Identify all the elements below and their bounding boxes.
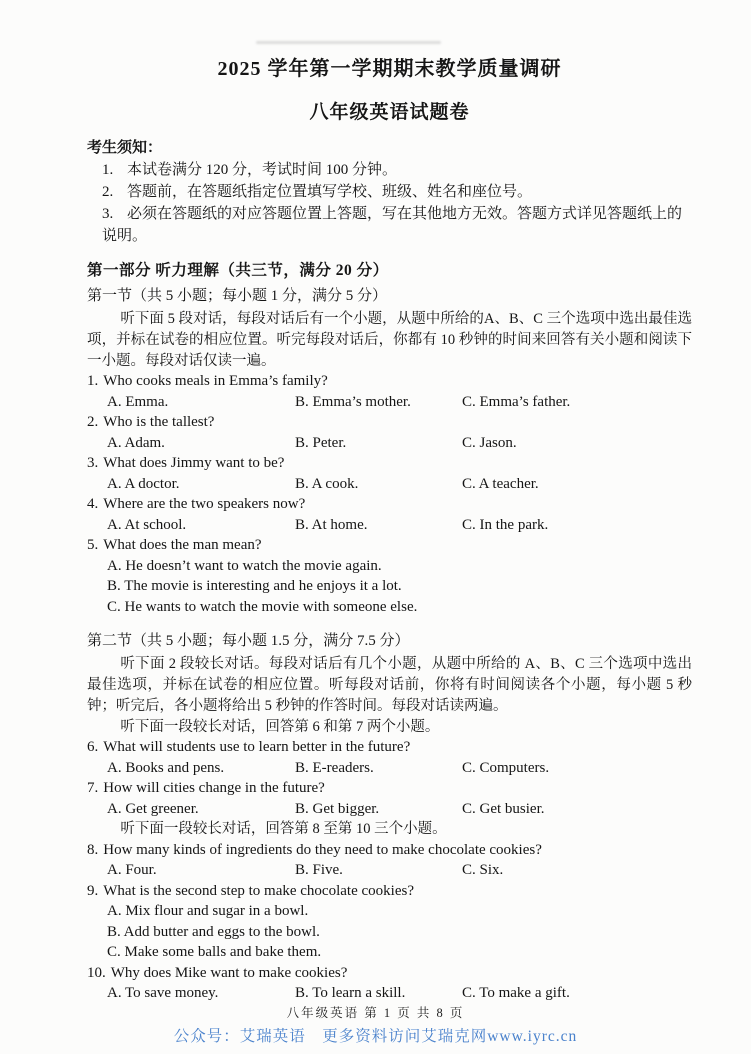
question-number: 2. xyxy=(87,414,99,431)
question-text-line xyxy=(87,881,692,902)
options-row xyxy=(87,983,692,1004)
options-stack xyxy=(87,901,692,963)
question-number: 6. xyxy=(87,739,99,756)
option-a: A. Books and pens. xyxy=(107,759,225,776)
question-text: What will students use to learn better in the future? xyxy=(103,739,411,756)
question-item xyxy=(87,535,692,617)
option-c: C. Six. xyxy=(462,862,504,879)
question-text: Where are the two speakers now? xyxy=(103,496,306,513)
question-number: 9. xyxy=(87,882,99,899)
options-row xyxy=(87,515,692,536)
dialog-note: 听下面一段较长对话，回答第 6 和第 7 两个小题。 xyxy=(120,718,440,735)
question-text-line xyxy=(87,371,692,392)
question-text-line xyxy=(87,737,692,758)
notice-item-text: 答题前，在答题纸指定位置填写学校、班级、姓名和座位号。 xyxy=(127,184,533,200)
options-row xyxy=(87,799,692,820)
question-item xyxy=(87,778,692,819)
option-b: B. The movie is interesting and he enjoys it a lot. xyxy=(107,578,402,595)
option-a: A. Emma. xyxy=(107,393,169,410)
question-item xyxy=(87,840,692,881)
dialog-note: 听下面一段较长对话，回答第 8 至第 10 三个小题。 xyxy=(120,821,447,838)
question-item xyxy=(87,412,692,453)
option-b: B. A cook. xyxy=(295,475,359,492)
question-item xyxy=(87,963,692,1004)
option-b: B. Five. xyxy=(295,862,343,879)
part1-heading: 第一部分 听力理解（共三节，满分 20 分） xyxy=(87,262,389,279)
section-heading: 第一节（共 5 小题；每小题 1 分，满分 5 分） xyxy=(87,288,388,304)
question-number: 1. xyxy=(87,373,99,390)
question-text: Who is the tallest? xyxy=(103,414,215,431)
question-number: 3. xyxy=(87,455,99,472)
option-c: C. Computers. xyxy=(462,759,550,776)
options-row xyxy=(87,474,692,495)
question-text-line xyxy=(87,778,692,799)
question-number: 10. xyxy=(87,964,106,981)
options-row xyxy=(87,433,692,454)
option-c: C. Make some balls and bake them. xyxy=(107,944,322,961)
notice-heading: 考生须知： xyxy=(87,140,163,156)
listening-flow xyxy=(87,286,692,1004)
option-c: C. To make a gift. xyxy=(462,985,570,1002)
question-number: 8. xyxy=(87,841,99,858)
notice-item xyxy=(87,203,692,247)
notice-item-text: 必须在答题纸的对应答题位置上答题，写在其他地方无效。答题方式详见答题纸上的说明。 xyxy=(102,206,683,244)
question-text-line xyxy=(87,535,692,556)
section-heading: 第二节（共 5 小题；每小题 1.5 分，满分 7.5 分） xyxy=(87,633,410,650)
question-item xyxy=(87,494,692,535)
question-number: 4. xyxy=(87,496,99,513)
notice-item-text: 本试卷满分 120 分，考试时间 100 分钟。 xyxy=(127,162,398,178)
page-subtitle: 八年级英语试题卷 xyxy=(309,102,470,123)
exam-content xyxy=(87,0,692,1004)
option-a: A. Adam. xyxy=(107,434,165,451)
notice-item-number: 2. xyxy=(102,184,114,200)
option-c: C. He wants to watch the movie with someone else. xyxy=(107,598,418,615)
option-c: C. Emma’s father. xyxy=(462,393,571,410)
options-row xyxy=(87,758,692,779)
option-b: B. Get bigger. xyxy=(295,800,380,817)
question-text-line xyxy=(87,453,692,474)
footer-promo: 公众号：艾瑞英语 更多资料访问艾瑞克网www.iyrc.cn xyxy=(173,1028,578,1045)
option-a: A. Get greener. xyxy=(107,800,199,817)
page-title: 2025 学年第一学期期末教学质量调研 xyxy=(217,58,562,80)
question-text-line xyxy=(87,412,692,433)
question-text-line xyxy=(87,963,692,984)
option-b: B. Add butter and eggs to the bowl. xyxy=(107,923,320,940)
question-item xyxy=(87,737,692,778)
question-number: 7. xyxy=(87,780,99,797)
question-item xyxy=(87,881,692,963)
option-c: C. Jason. xyxy=(462,434,517,451)
question-number: 5. xyxy=(87,537,99,554)
question-text: What does the man mean? xyxy=(103,537,262,554)
question-text: How will cities change in the future? xyxy=(103,780,325,797)
option-a: A. At school. xyxy=(107,516,187,533)
options-stack xyxy=(87,556,692,618)
option-a: A. To save money. xyxy=(107,985,219,1002)
option-b: B. At home. xyxy=(295,516,368,533)
options-row xyxy=(87,860,692,881)
notice-item-number: 1. xyxy=(102,162,114,178)
option-b: B. E-readers. xyxy=(295,759,374,776)
options-row xyxy=(87,392,692,413)
option-a: A. A doctor. xyxy=(107,475,180,492)
footer-page-info: 八年级英语 第 1 页 共 8 页 xyxy=(286,1006,465,1020)
question-text: What does Jimmy want to be? xyxy=(103,455,285,472)
option-a: A. Mix flour and sugar in a bowl. xyxy=(107,903,309,920)
section-instructions: 听下面 5 段对话，每段对话后有一个小题，从题中所给的A、B、C 三个选项中选出最佳选项，并标在试卷的相应位置。听完每段对话后，你都有 10 秒钟的时间来回答有关小题和阅读下一小题。每段对话仅读一遍。 xyxy=(87,311,692,369)
question-text: Who cooks meals in Emma’s family? xyxy=(103,373,328,390)
option-b: B. To learn a skill. xyxy=(295,985,406,1002)
option-c: C. In the park. xyxy=(462,516,549,533)
notice-item xyxy=(87,181,692,203)
option-c: C. A teacher. xyxy=(462,475,539,492)
question-item xyxy=(87,453,692,494)
option-b: B. Peter. xyxy=(295,434,347,451)
question-text: Why does Mike want to make cookies? xyxy=(110,964,348,981)
option-b: B. Emma’s mother. xyxy=(295,393,411,410)
option-c: C. Get busier. xyxy=(462,800,545,817)
question-text-line xyxy=(87,494,692,515)
question-text: How many kinds of ingredients do they need to make chocolate cookies? xyxy=(103,841,542,858)
option-a: A. Four. xyxy=(107,862,157,879)
notice-item xyxy=(87,159,692,181)
question-text: What is the second step to make chocolate cookies? xyxy=(103,882,414,899)
question-item xyxy=(87,371,692,412)
option-a: A. He doesn’t want to watch the movie again. xyxy=(107,557,382,574)
notice-item-number: 3. xyxy=(102,206,114,222)
question-text-line xyxy=(87,840,692,861)
section-instructions: 听下面 2 段较长对话。每段对话后有几个小题，从题中所给的 A、B、C 三个选项中选出最佳选项，并标在试卷的相应位置。听每段对话前，你将有时间阅读各个小题，每小题 5 秒钟；听完后，各小题将给出 5 秒钟的作答时间。每段对话读两遍。 xyxy=(87,656,692,714)
